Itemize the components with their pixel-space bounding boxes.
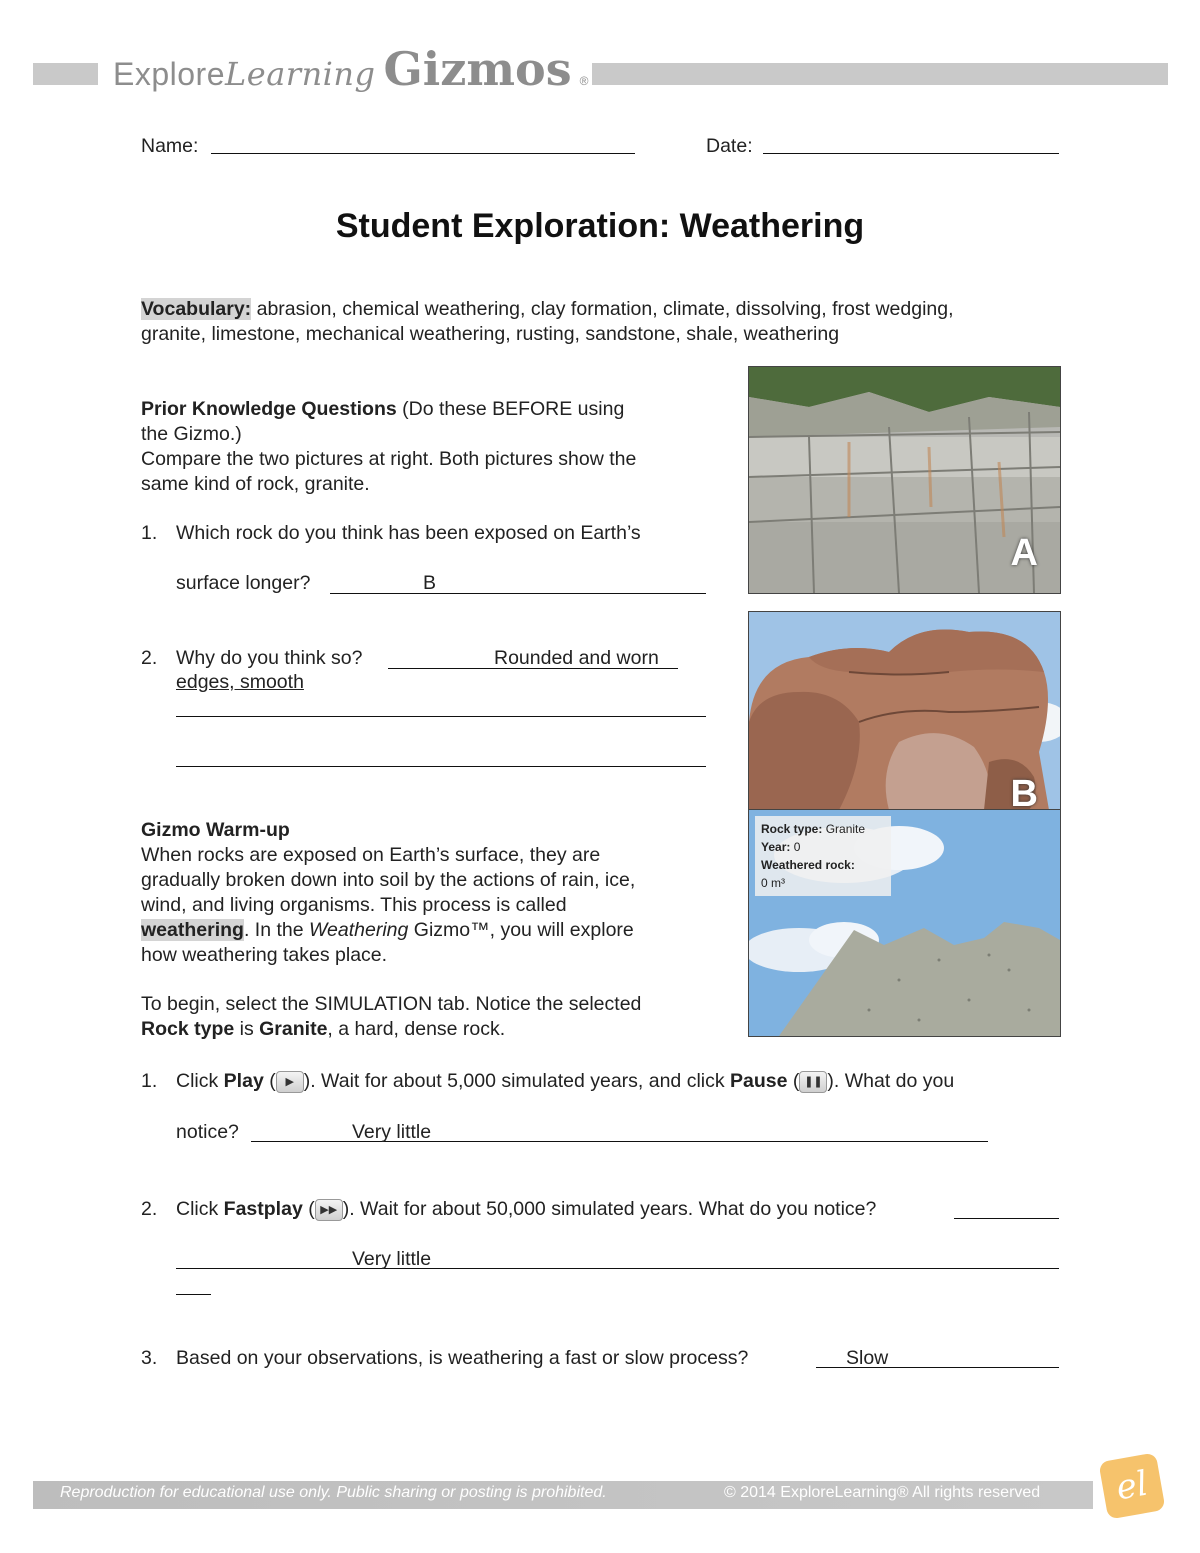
prior-q1-text2: surface longer? — [176, 572, 311, 594]
q2-number: 2. — [141, 1198, 158, 1220]
q2-text: Click Fastplay ( ▶▶ ). Wait for about 50,000 simulated years. What do you notice? — [176, 1198, 877, 1220]
warmup-heading: Gizmo Warm-up — [141, 819, 290, 841]
play-icon: ▶ — [276, 1071, 304, 1093]
prior-q2-answer-2[interactable]: edges, smooth — [176, 671, 304, 693]
prior-heading-note: (Do these BEFORE using — [402, 398, 625, 420]
warmup-p2-line2: Rock type is Granite, a hard, dense rock. — [141, 1018, 506, 1040]
q1-answer[interactable]: Very little — [352, 1121, 432, 1143]
prior-q1-text: Which rock do you think has been exposed on Earth’s — [176, 522, 641, 544]
q2-answer-line-1[interactable] — [176, 1268, 1059, 1269]
q2-answer-line-0[interactable] — [954, 1218, 1059, 1219]
q1-notice-label: notice? — [176, 1121, 239, 1143]
q3-number: 3. — [141, 1347, 158, 1369]
q2-answer[interactable]: Very little — [352, 1248, 432, 1270]
fastplay-icon: ▶▶ — [315, 1199, 343, 1221]
brand-gizmos-text: Gizmos — [383, 42, 572, 96]
brand-reg-mark: ® — [579, 74, 589, 88]
photo-granite-a — [748, 366, 1061, 594]
photo-a-label: A — [1010, 532, 1038, 574]
q3-text: Based on your observations, is weathering a fast or slow process? — [176, 1347, 749, 1369]
prior-heading-title: Prior Knowledge Questions — [141, 398, 397, 420]
warmup-p1-line1: When rocks are exposed on Earth’s surface, they are — [141, 844, 601, 866]
date-field[interactable] — [763, 153, 1059, 154]
header-bar-left — [33, 63, 98, 85]
simulation-info-panel — [755, 816, 891, 896]
prior-q1-answer-line[interactable] — [330, 593, 706, 594]
vocabulary-terms-1: abrasion, chemical weathering, clay formation, climate, dissolving, frost wedging, — [256, 298, 954, 320]
photo-granite-b — [748, 611, 1061, 811]
simulation-image — [748, 809, 1061, 1037]
header-bar-right — [592, 63, 1168, 85]
warmup-p2-line1: To begin, select the SIMULATION tab. Notice the selected — [141, 993, 642, 1015]
warmup-p1-line5: how weathering takes place. — [141, 944, 388, 966]
q1-text: Click Play ( ▶ ). Wait for about 5,000 simulated years, and click Pause ( ❚❚ ). What do you — [176, 1070, 955, 1092]
explorelearning-logo-icon: el — [1098, 1452, 1165, 1519]
prior-q2-number: 2. — [141, 647, 158, 669]
vocabulary-label: Vocabulary: — [141, 298, 252, 320]
warmup-p1-line4: weathering. In the Weathering Gizmo™, you will explore — [141, 919, 634, 941]
prior-q2-answer-1[interactable]: Rounded and worn — [494, 647, 659, 669]
sim-year: Year: 0 — [761, 840, 801, 854]
name-field[interactable] — [211, 153, 635, 154]
q2-answer-line-2[interactable] — [176, 1294, 211, 1295]
brand-explore-text: ExploreLearning — [113, 55, 376, 93]
footer-disclaimer: Reproduction for educational use only. Public sharing or posting is prohibited. — [60, 1484, 607, 1501]
weathering-term: weathering — [141, 919, 244, 941]
warmup-p1-line3: wind, and living organisms. This process is called — [141, 894, 567, 916]
vocabulary-line2: granite, limestone, mechanical weathering, rusting, sandstone, shale, weathering — [141, 323, 840, 345]
q3-answer[interactable]: Slow — [846, 1347, 889, 1369]
brand-logo — [113, 42, 588, 98]
prior-intro-2: same kind of rock, granite. — [141, 473, 370, 495]
prior-q2-answer-line-2[interactable] — [176, 766, 706, 767]
date-label: Date: — [706, 135, 753, 157]
pause-icon: ❚❚ — [799, 1071, 827, 1093]
prior-intro-1: Compare the two pictures at right. Both pictures show the — [141, 448, 637, 470]
warmup-p1-line2: gradually broken down into soil by the actions of rain, ice, — [141, 869, 636, 891]
page-title: Student Exploration: Weathering — [335, 207, 865, 245]
sim-weathered-value: 0 m³ — [761, 876, 785, 890]
prior-heading-note2: the Gizmo.) — [141, 423, 242, 445]
prior-q1-answer[interactable]: B — [423, 572, 437, 594]
vocabulary-line1 — [141, 297, 1061, 322]
footer-copyright: © 2014 ExploreLearning® All rights reserved — [724, 1484, 1041, 1501]
photo-b-label: B — [1010, 773, 1038, 811]
sim-rock-type: Rock type: Granite — [761, 822, 866, 836]
prior-q1-number: 1. — [141, 522, 158, 544]
prior-heading — [141, 397, 711, 422]
prior-q2-answer-line-1[interactable] — [176, 716, 706, 717]
name-label: Name: — [141, 135, 199, 157]
q1-number: 1. — [141, 1070, 158, 1092]
prior-q2-text: Why do you think so? — [176, 647, 363, 669]
sim-weathered-label: Weathered rock: — [761, 858, 855, 872]
